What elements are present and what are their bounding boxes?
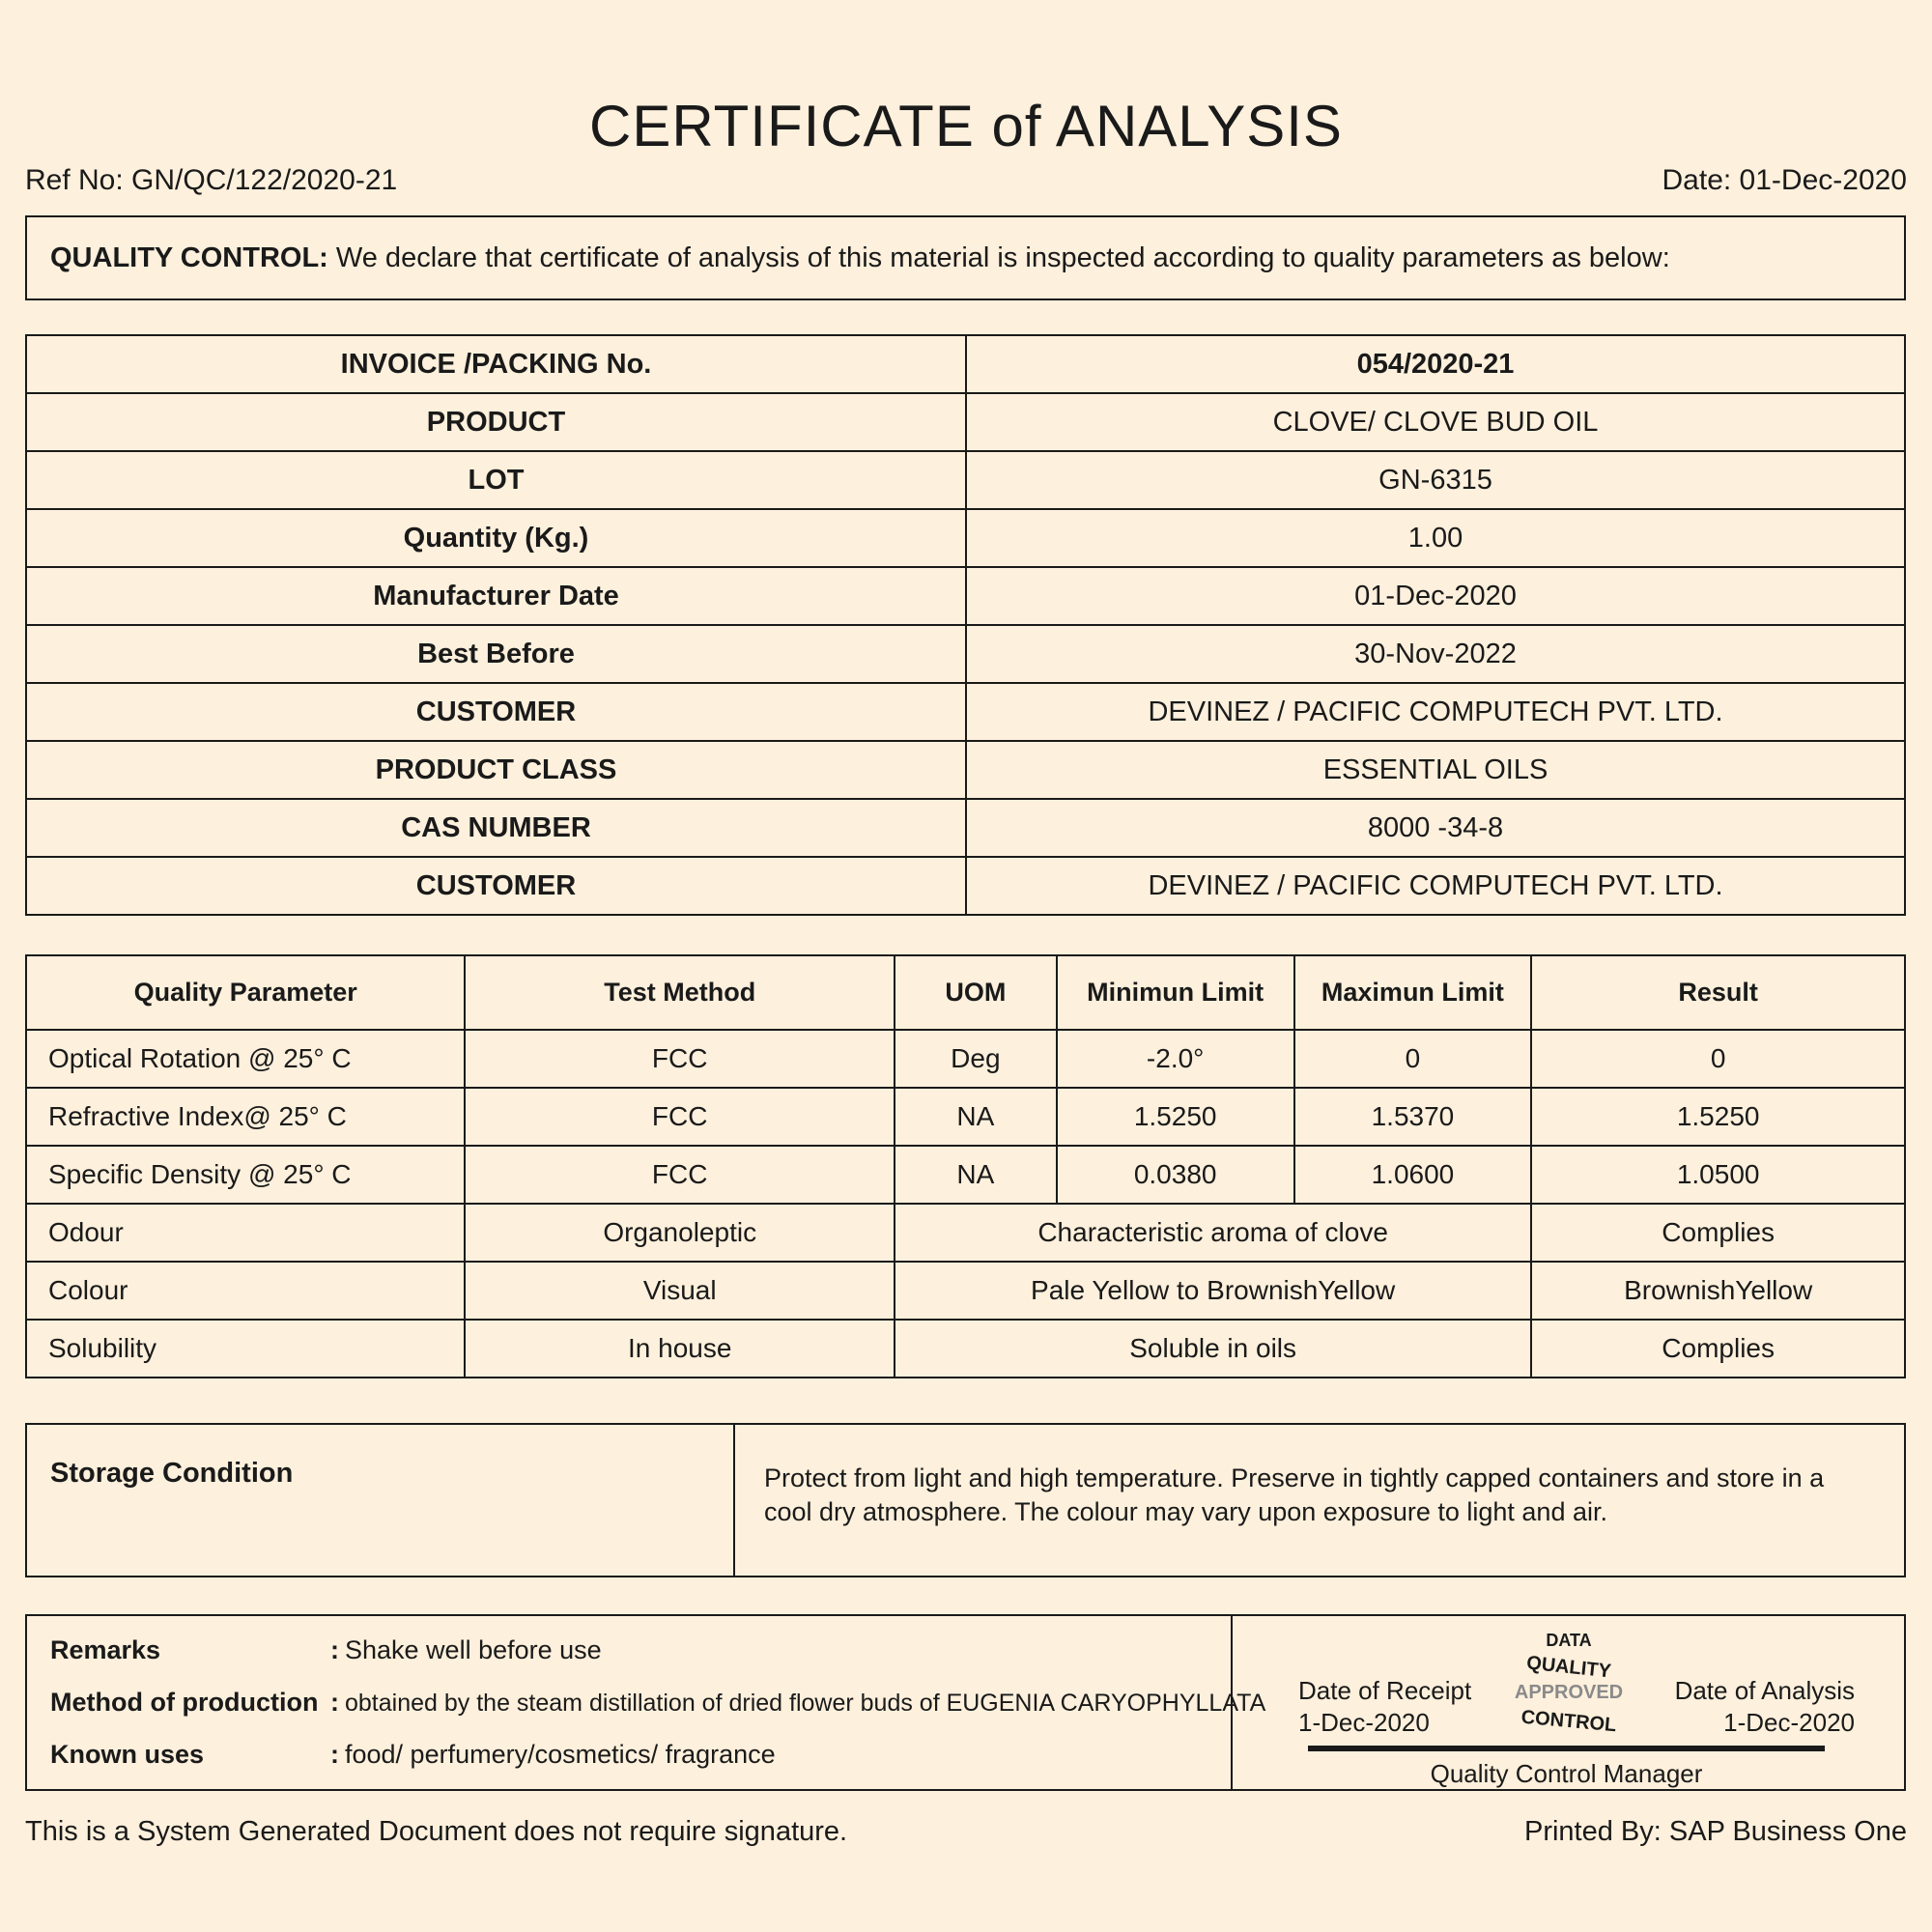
method-cell: Organoleptic: [465, 1204, 895, 1262]
info-key: CUSTOMER: [26, 857, 966, 915]
info-value: CLOVE/ CLOVE BUD OIL: [966, 393, 1905, 451]
table-row: [26, 1030, 1905, 1088]
info-value: 01-Dec-2020: [966, 567, 1905, 625]
colon: :: [330, 1740, 339, 1769]
table-row: [26, 625, 1905, 683]
column-header: Minimun Limit: [1057, 955, 1294, 1030]
parameter-cell: Odour: [26, 1204, 465, 1262]
result-cell: 1.5250: [1531, 1088, 1905, 1146]
column-header: Maximun Limit: [1294, 955, 1532, 1030]
table-row: [26, 1088, 1905, 1146]
remarks-row: [50, 1635, 602, 1665]
printed-by: Printed By: SAP Business One: [1523, 1816, 1907, 1847]
remarks-value: Shake well before use: [345, 1635, 602, 1664]
info-value: 30-Nov-2022: [966, 625, 1905, 683]
analysis-label: Date of Analysis: [1674, 1676, 1855, 1705]
method-cell: Visual: [465, 1262, 895, 1320]
table-row: [26, 567, 1905, 625]
remarks-label: Remarks: [50, 1635, 161, 1664]
min-limit-cell: -2.0°: [1057, 1030, 1294, 1088]
method-cell: FCC: [465, 1030, 895, 1088]
date-of-receipt: [1298, 1675, 1471, 1739]
stamp-text: APPROVED: [1514, 1682, 1624, 1703]
info-value: ESSENTIAL OILS: [966, 741, 1905, 799]
table-row: [26, 1424, 1905, 1577]
result-cell: BrownishYellow: [1531, 1262, 1905, 1320]
info-value: GN-6315: [966, 451, 1905, 509]
info-key: CAS NUMBER: [26, 799, 966, 857]
limit-cell: Soluble in oils: [895, 1320, 1531, 1378]
info-key: Quantity (Kg.): [26, 509, 966, 567]
colon: :: [330, 1688, 339, 1717]
info-value: 054/2020-21: [966, 335, 1905, 393]
stamp-text: QUALITY: [1525, 1652, 1612, 1683]
max-limit-cell: 0: [1294, 1030, 1532, 1088]
table-header-row: [26, 955, 1905, 1030]
table-row: [26, 857, 1905, 915]
uom-cell: NA: [895, 1088, 1057, 1146]
table-row: [26, 1146, 1905, 1204]
table-row: [26, 509, 1905, 567]
parameter-cell: Optical Rotation @ 25° C: [26, 1030, 465, 1088]
column-header: Result: [1531, 955, 1905, 1030]
table-row: [26, 683, 1905, 741]
table-row: [26, 393, 1905, 451]
info-key: PRODUCT: [26, 393, 966, 451]
info-key: CUSTOMER: [26, 683, 966, 741]
info-key: Best Before: [26, 625, 966, 683]
uom-cell: Deg: [895, 1030, 1057, 1088]
quality-control-stamp: [1497, 1629, 1640, 1740]
info-key: LOT: [26, 451, 966, 509]
table-row: [26, 335, 1905, 393]
max-limit-cell: 1.0600: [1294, 1146, 1532, 1204]
date-of-analysis: [1633, 1675, 1855, 1739]
table-row: [26, 1320, 1905, 1378]
signature-line: [1308, 1746, 1825, 1751]
document-title: CERTIFICATE of ANALYSIS: [589, 94, 1343, 158]
parameter-cell: Colour: [26, 1262, 465, 1320]
analysis-date: 1-Dec-2020: [1723, 1708, 1855, 1737]
result-cell: Complies: [1531, 1204, 1905, 1262]
table-row: [26, 1204, 1905, 1262]
system-generated-note: This is a System Generated Document does not require signature.: [25, 1816, 848, 1847]
stamp-text: CONTROL: [1520, 1706, 1618, 1737]
method-cell: FCC: [465, 1088, 895, 1146]
footer-remarks: [27, 1616, 1266, 1789]
info-value: DEVINEZ / PACIFIC COMPUTECH PVT. LTD.: [966, 857, 1905, 915]
method-label: Method of production: [50, 1688, 319, 1717]
product-info-table: [25, 334, 1906, 916]
info-value: DEVINEZ / PACIFIC COMPUTECH PVT. LTD.: [966, 683, 1905, 741]
table-row: [26, 799, 1905, 857]
quality-control-manager-label: Quality Control Manager: [1430, 1759, 1703, 1788]
known-uses-row: [50, 1740, 776, 1770]
result-cell: 0: [1531, 1030, 1905, 1088]
column-header: UOM: [895, 955, 1057, 1030]
qc-text: We declare that certificate of analysis of this material is inspected according to quality parameters as below:: [327, 242, 1670, 273]
storage-text: Protect from light and high temperature. Preserve in tightly capped containers and store in a cool dry atmosphere. The colour may vary upon exposure to light and air.: [734, 1424, 1905, 1577]
max-limit-cell: 1.5370: [1294, 1088, 1532, 1146]
uom-cell: NA: [895, 1146, 1057, 1204]
colon: :: [330, 1635, 339, 1664]
storage-condition-table: [25, 1423, 1906, 1577]
quality-parameters-table: [25, 954, 1906, 1378]
min-limit-cell: 0.0380: [1057, 1146, 1294, 1204]
result-cell: 1.0500: [1531, 1146, 1905, 1204]
known-uses-value: food/ perfumery/cosmetics/ fragrance: [345, 1740, 776, 1769]
result-cell: Complies: [1531, 1320, 1905, 1378]
method-value: obtained by the steam distillation of dried flower buds of EUGENIA CARYOPHYLLATA: [345, 1690, 1266, 1717]
storage-label: Storage Condition: [26, 1424, 734, 1577]
receipt-date: 1-Dec-2020: [1298, 1708, 1430, 1737]
method-row: [50, 1688, 1265, 1718]
parameter-cell: Specific Density @ 25° C: [26, 1146, 465, 1204]
info-key: Manufacturer Date: [26, 567, 966, 625]
reference-number: Ref No: GN/QC/122/2020-21: [25, 164, 398, 196]
limit-cell: Characteristic aroma of clove: [895, 1204, 1531, 1262]
stamp-text: DATA: [1546, 1631, 1592, 1650]
receipt-label: Date of Receipt: [1298, 1676, 1472, 1705]
quality-control-statement: [25, 215, 1906, 300]
table-row: [26, 741, 1905, 799]
parameter-cell: Solubility: [26, 1320, 465, 1378]
qc-label: QUALITY CONTROL:: [50, 242, 328, 273]
known-uses-label: Known uses: [50, 1740, 205, 1769]
document-date: Date: 01-Dec-2020: [1662, 164, 1907, 196]
info-value: 8000 -34-8: [966, 799, 1905, 857]
min-limit-cell: 1.5250: [1057, 1088, 1294, 1146]
method-cell: In house: [465, 1320, 895, 1378]
info-key: PRODUCT CLASS: [26, 741, 966, 799]
info-value: 1.00: [966, 509, 1905, 567]
method-cell: FCC: [465, 1146, 895, 1204]
column-header: Quality Parameter: [26, 955, 465, 1030]
column-header: Test Method: [465, 955, 895, 1030]
table-row: [26, 1262, 1905, 1320]
info-key: INVOICE /PACKING No.: [26, 335, 966, 393]
limit-cell: Pale Yellow to BrownishYellow: [895, 1262, 1531, 1320]
table-row: [26, 451, 1905, 509]
parameter-cell: Refractive Index@ 25° C: [26, 1088, 465, 1146]
